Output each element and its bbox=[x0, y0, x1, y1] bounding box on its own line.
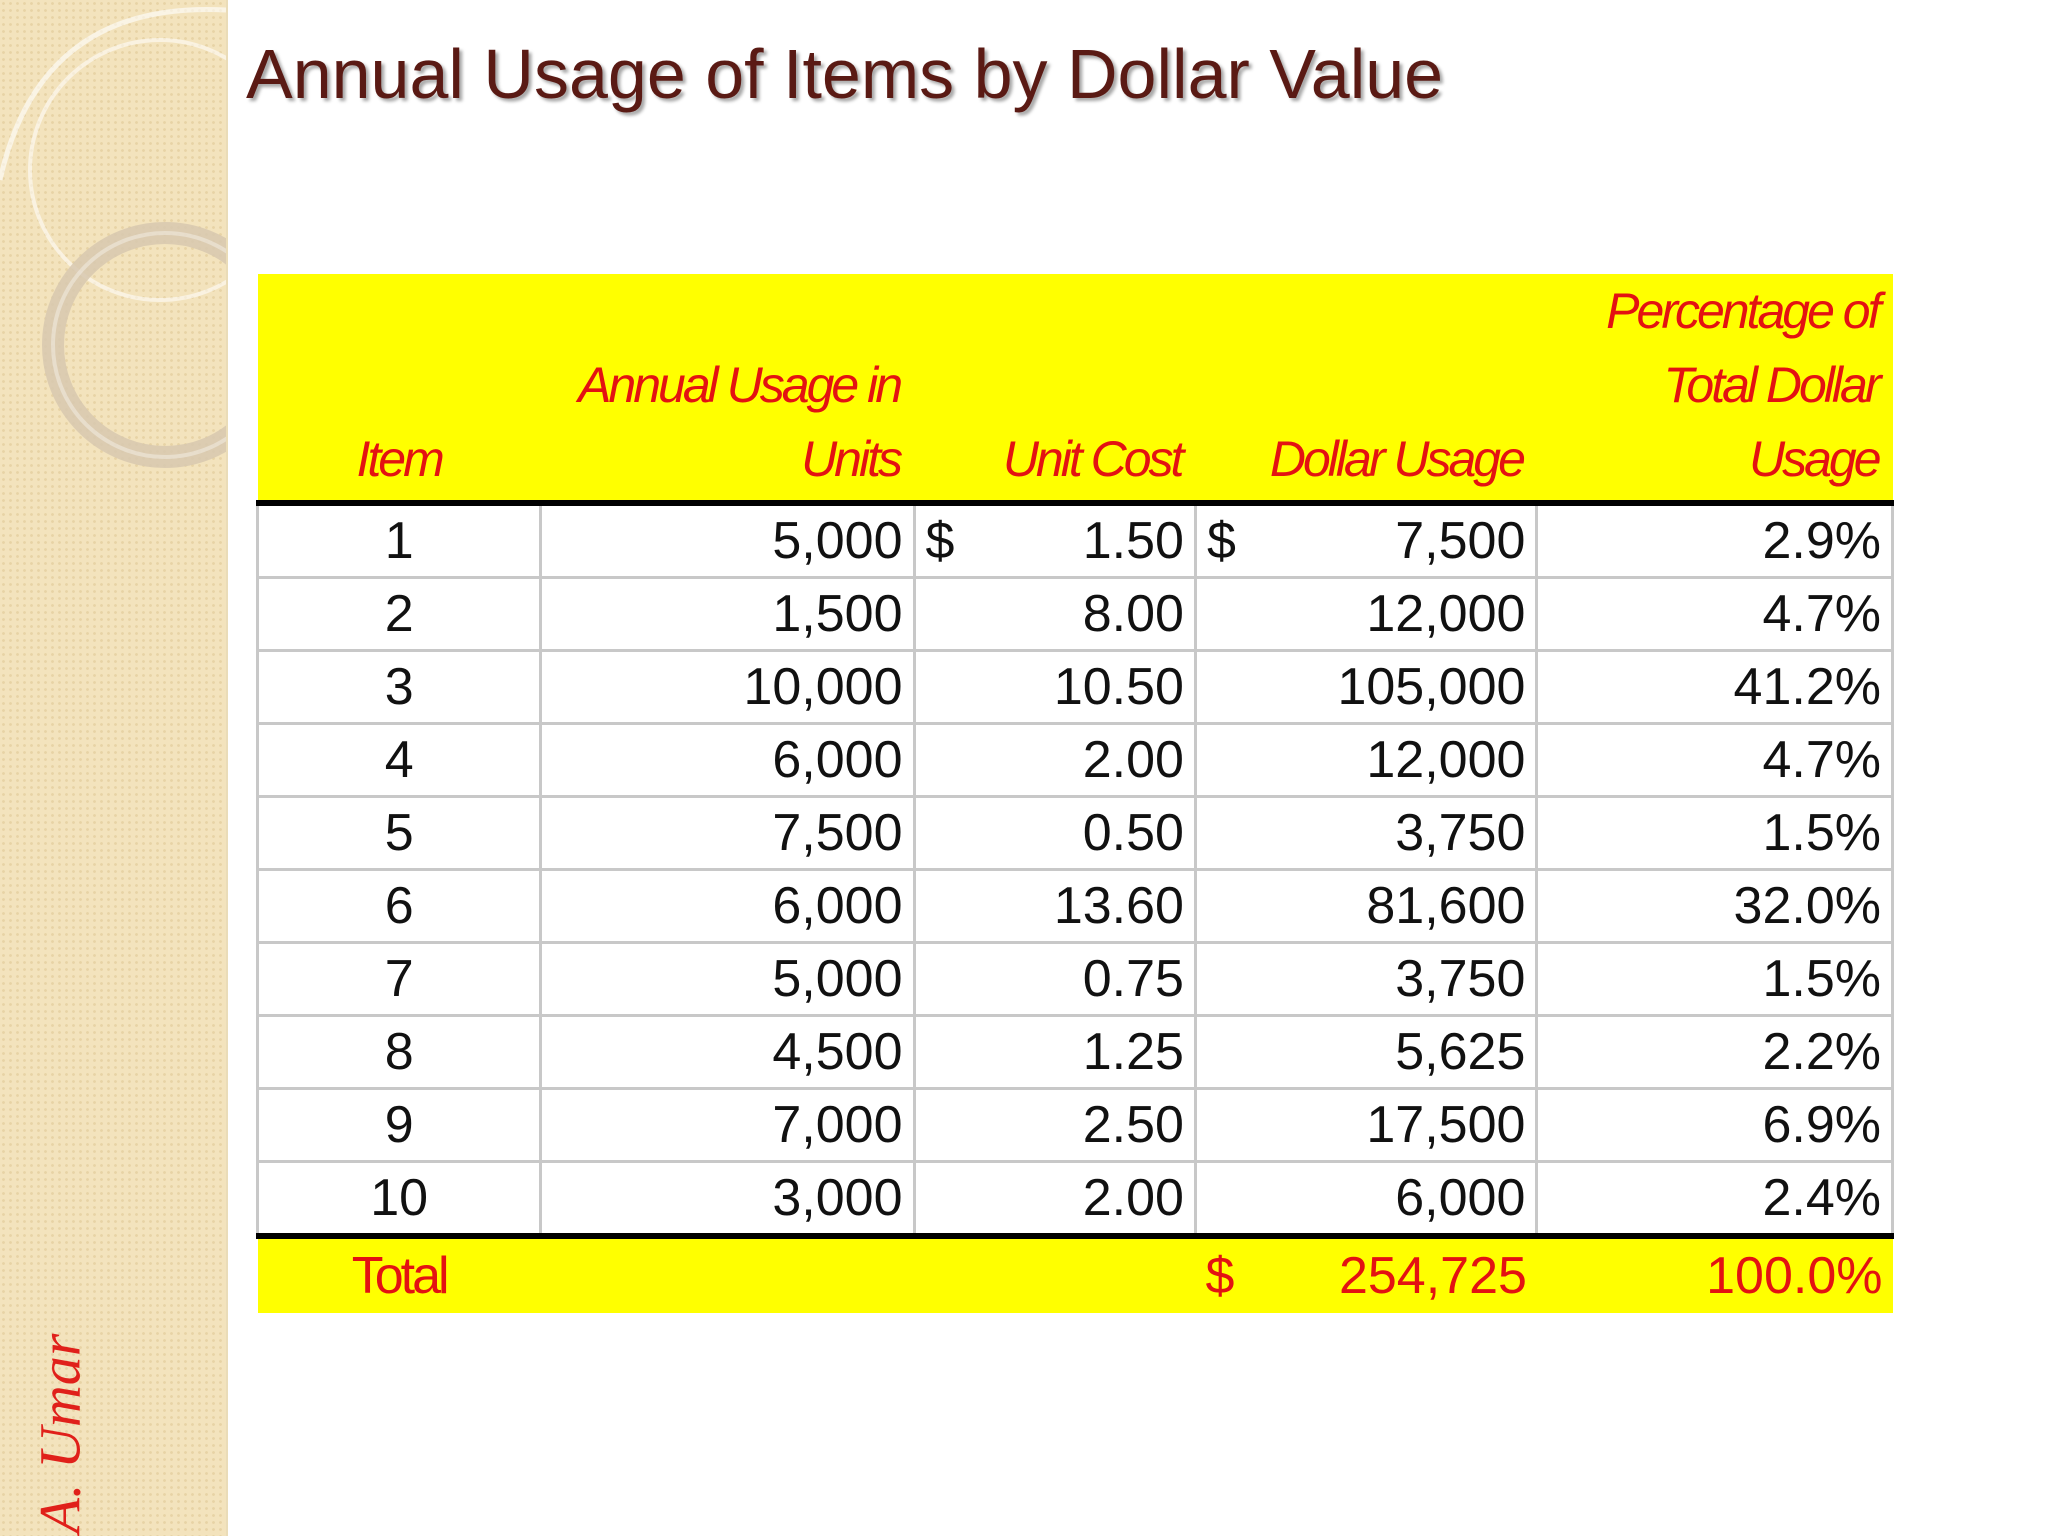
cell-unit-cost: 8.00 bbox=[914, 578, 1195, 651]
table-row bbox=[258, 797, 1893, 870]
cell-item: 4 bbox=[258, 724, 541, 797]
table-row bbox=[258, 578, 1893, 651]
cell-unit-cost: 1.25 bbox=[914, 1016, 1195, 1089]
cell-units: 7,000 bbox=[541, 1089, 914, 1162]
cell-units: 4,500 bbox=[541, 1016, 914, 1089]
cell-percentage: 2.2% bbox=[1537, 1016, 1893, 1089]
cell-dollar-usage: 81,600 bbox=[1195, 870, 1536, 943]
cell-item: 7 bbox=[258, 943, 541, 1016]
cell-unit-cost: 2.00 bbox=[914, 1162, 1195, 1237]
table-row bbox=[258, 870, 1893, 943]
cell-percentage: 4.7% bbox=[1537, 578, 1893, 651]
decorative-circles bbox=[0, 0, 226, 1536]
cell-unit-cost: 13.60 bbox=[914, 870, 1195, 943]
table-row bbox=[258, 503, 1893, 578]
cell-percentage: 32.0% bbox=[1537, 870, 1893, 943]
cell-item: 2 bbox=[258, 578, 541, 651]
total-row bbox=[258, 1236, 1893, 1313]
cell-percentage: 2.9% bbox=[1537, 503, 1893, 578]
cell-dollar-usage: 3,750 bbox=[1195, 797, 1536, 870]
table-row bbox=[258, 1162, 1893, 1237]
cell-unit-cost: 0.50 bbox=[914, 797, 1195, 870]
cell-dollar-usage: 3,750 bbox=[1195, 943, 1536, 1016]
header-dollar-usage: Dollar Usage bbox=[1195, 274, 1536, 503]
cell-units: 5,000 bbox=[541, 943, 914, 1016]
header-item: Item bbox=[258, 274, 541, 503]
cell-item: 6 bbox=[258, 870, 541, 943]
total-percentage: 100.0% bbox=[1537, 1236, 1893, 1313]
cell-item: 8 bbox=[258, 1016, 541, 1089]
slide-title: Annual Usage of Items by Dollar Value bbox=[246, 35, 1444, 113]
cell-dollar-usage: 12,000 bbox=[1195, 724, 1536, 797]
header-annual-usage: Annual Usage in Units bbox=[541, 274, 914, 503]
cell-item: 5 bbox=[258, 797, 541, 870]
cell-units: 10,000 bbox=[541, 651, 914, 724]
header-percentage: Percentage of Total Dollar Usage bbox=[1537, 274, 1893, 503]
table-row bbox=[258, 724, 1893, 797]
cell-dollar-usage: 5,625 bbox=[1195, 1016, 1536, 1089]
cell-dollar-usage: 12,000 bbox=[1195, 578, 1536, 651]
table-row bbox=[258, 943, 1893, 1016]
cell-units: 3,000 bbox=[541, 1162, 914, 1237]
cell-unit-cost: 2.00 bbox=[914, 724, 1195, 797]
cell-units: 1,500 bbox=[541, 578, 914, 651]
total-label: Total bbox=[258, 1236, 541, 1313]
cell-unit-cost: 2.50 bbox=[914, 1089, 1195, 1162]
annual-usage-table bbox=[256, 274, 1894, 1313]
cell-item: 9 bbox=[258, 1089, 541, 1162]
cell-dollar-usage: 6,000 bbox=[1195, 1162, 1536, 1237]
total-dollar-usage: $ 254,725 bbox=[1195, 1236, 1536, 1313]
author-signature: A. Umar bbox=[27, 1333, 93, 1534]
decorative-side-band bbox=[0, 0, 228, 1536]
table-header-row bbox=[258, 274, 1893, 503]
cell-percentage: 1.5% bbox=[1537, 797, 1893, 870]
cell-percentage: 41.2% bbox=[1537, 651, 1893, 724]
cell-percentage: 4.7% bbox=[1537, 724, 1893, 797]
cell-units: 7,500 bbox=[541, 797, 914, 870]
cell-unit-cost: 0.75 bbox=[914, 943, 1195, 1016]
table-row bbox=[258, 651, 1893, 724]
cell-dollar-usage: 105,000 bbox=[1195, 651, 1536, 724]
cell-percentage: 6.9% bbox=[1537, 1089, 1893, 1162]
header-unit-cost: Unit Cost bbox=[914, 274, 1195, 503]
table-row bbox=[258, 1016, 1893, 1089]
cell-item: 1 bbox=[258, 503, 541, 578]
cell-units: 6,000 bbox=[541, 870, 914, 943]
cell-units: 6,000 bbox=[541, 724, 914, 797]
cell-percentage: 2.4% bbox=[1537, 1162, 1893, 1237]
cell-unit-cost: $ 1.50 bbox=[914, 503, 1195, 578]
cell-dollar-usage: $ 7,500 bbox=[1195, 503, 1536, 578]
cell-percentage: 1.5% bbox=[1537, 943, 1893, 1016]
cell-unit-cost: 10.50 bbox=[914, 651, 1195, 724]
total-cost-empty bbox=[914, 1236, 1195, 1313]
total-units-empty bbox=[541, 1236, 914, 1313]
cell-item: 10 bbox=[258, 1162, 541, 1237]
cell-units: 5,000 bbox=[541, 503, 914, 578]
cell-item: 3 bbox=[258, 651, 541, 724]
cell-dollar-usage: 17,500 bbox=[1195, 1089, 1536, 1162]
table-row bbox=[258, 1089, 1893, 1162]
